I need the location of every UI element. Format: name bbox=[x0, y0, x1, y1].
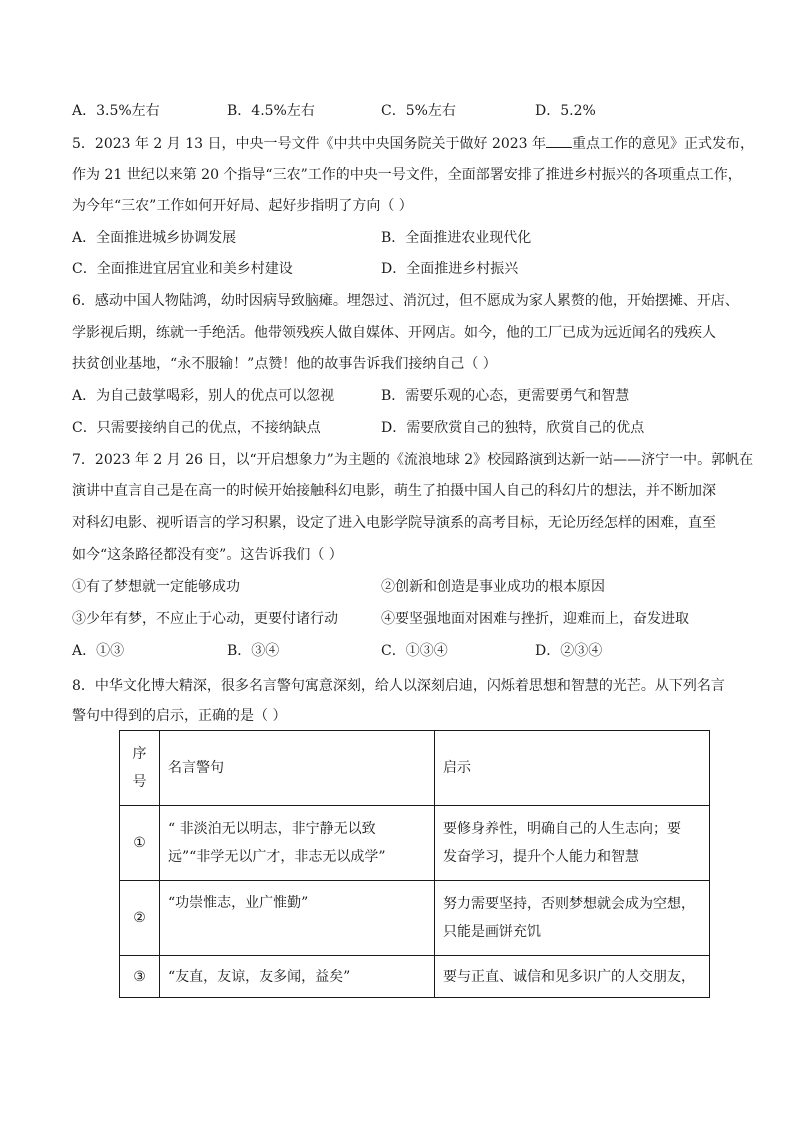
table-row bbox=[120, 956, 710, 998]
row-hint: 努力需要坚持，否则梦想就会成为空想， 只能是画饼充饥 bbox=[435, 881, 710, 956]
q6-option-d: D．需要欣赏自己的独特，欣赏自己的优点 bbox=[381, 420, 645, 436]
q7-option-b: B．③④ bbox=[227, 643, 280, 659]
header-index-cell: 序 号 bbox=[120, 731, 160, 806]
q7-statement-4: ④要坚强地面对困难与挫折，迎难而上，奋发进取 bbox=[381, 611, 689, 627]
row-index: ② bbox=[120, 881, 160, 956]
q7-option-a: A．①③ bbox=[72, 643, 125, 659]
q6-option-a: A．为自己鼓掌喝彩，别人的优点可以忽视 bbox=[72, 388, 335, 404]
q5-stem-line-2: 作为 21 世纪以来第 20 个指导“三农”工作的中央一号文件，全面部署安排了推进乡村振兴的各项重点工作， bbox=[72, 167, 742, 183]
q4-option-b: B．4.5%左右 bbox=[227, 103, 315, 119]
q6-stem-line-2: 学影视后期，练就一手绝活。他带领残疾人做自媒体、开网店。如今，他的工厂已成为远近闻名的残疾人 bbox=[72, 325, 716, 341]
q6-stem-line-3: 扶贫创业基地，“永不服输！”点赞！他的故事告诉我们接纳自己（ ） bbox=[72, 356, 497, 372]
q7-stem-line-1: 7．2023 年 2 月 26 日，以“开启想象力”为主题的《流浪地球 2》校园路演到达新一站——济宁一中。郭帆在 bbox=[72, 452, 754, 468]
q8-stem-line-2: 警句中得到的启示，正确的是（ ） bbox=[72, 708, 287, 724]
q4-option-d: D．5.2% bbox=[535, 103, 596, 119]
q5-option-a: A．全面推进城乡协调发展 bbox=[72, 230, 237, 246]
row-hint: 要与正直、诚信和见多识广的人交朋友， bbox=[435, 956, 710, 998]
q7-option-c: C．①③④ bbox=[381, 643, 448, 659]
row-index: ③ bbox=[120, 956, 160, 998]
q7-stem-line-4: 如今“这条路径都没有变”。这告诉我们（ ） bbox=[72, 547, 343, 563]
header-hint-cell: 启示 bbox=[435, 731, 710, 806]
q7-statement-3: ③少年有梦，不应止于心动，更要付诸行动 bbox=[72, 611, 338, 627]
table-row bbox=[120, 881, 710, 956]
q5-stem-line-1: 5．2023 年 2 月 13 日，中央一号文件《中共中央国务院关于做好 2023 年 重点工作的意见》正式发布， bbox=[72, 133, 754, 154]
q6-option-c: C．只需要接纳自己的优点，不接纳缺点 bbox=[72, 420, 321, 436]
q4-option-a: A．3.5%左右 bbox=[72, 103, 160, 119]
row-quote: “功崇惟志，业广惟勤” bbox=[160, 881, 435, 956]
q6-stem-line-1: 6．感动中国人物陆鸿，幼时因病导致脑瘫。埋怨过、消沉过，但不愿成为家人累赘的他，开始摆摊、开店、 bbox=[72, 293, 739, 309]
table-row bbox=[120, 806, 710, 881]
q5-stem-line-3: 为今年“三农”工作如何开好局、起好步指明了方向（ ） bbox=[72, 198, 413, 214]
row-quote: “友直，友谅，友多闻，益矣” bbox=[160, 956, 435, 998]
quotes-table bbox=[119, 730, 710, 998]
header-quote-cell: 名言警句 bbox=[160, 731, 435, 806]
q5-option-b: B．全面推进农业现代化 bbox=[381, 230, 532, 246]
q4-option-c: C．5%左右 bbox=[381, 103, 456, 119]
q7-stem-line-2: 演讲中直言自己是在高一的时候开始接触科幻电影，萌生了拍摄中国人自己的科幻片的想法，并不断加深 bbox=[72, 483, 716, 499]
q5-option-d: D．全面推进乡村振兴 bbox=[381, 261, 519, 277]
answer-blank bbox=[546, 133, 572, 148]
q7-stem-line-3: 对科幻电影、视听语言的学习积累，设定了进入电影学院导演系的高考目标，无论历经怎样的困难，直至 bbox=[72, 515, 716, 531]
q7-option-d: D．②③④ bbox=[535, 643, 603, 659]
q5-option-c: C．全面推进宜居宜业和美乡村建设 bbox=[72, 261, 293, 277]
row-index: ① bbox=[120, 806, 160, 881]
row-quote: “ 非淡泊无以明志，非宁静无以致 远”“非学无以广才，非志无以成学” bbox=[160, 806, 435, 881]
q7-statement-1: ①有了梦想就一定能够成功 bbox=[72, 579, 240, 595]
row-hint: 要修身养性，明确自己的人生志向；要 发奋学习，提升个人能力和智慧 bbox=[435, 806, 710, 881]
q7-statement-2: ②创新和创造是事业成功的根本原因 bbox=[381, 579, 605, 595]
table-header-row bbox=[120, 731, 710, 806]
q8-stem-line-1: 8．中华文化博大精深，很多名言警句寓意深刻，给人以深刻启迪，闪烁着思想和智慧的光芒。从下列名言 bbox=[72, 678, 725, 694]
q6-option-b: B．需要乐观的心态，更需要勇气和智慧 bbox=[381, 388, 630, 404]
